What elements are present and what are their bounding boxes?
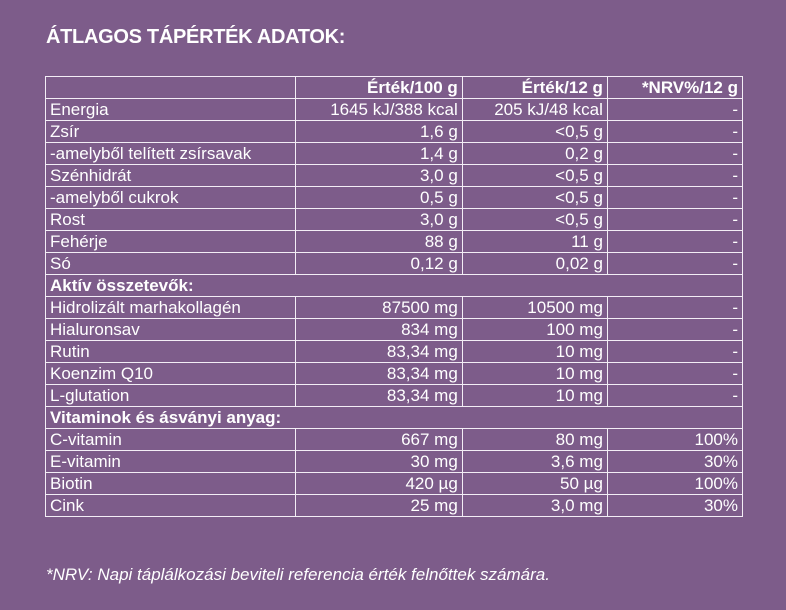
table-row — [46, 143, 743, 165]
value-per-100g: 87500 mg — [295, 297, 462, 319]
ingredient-name: Rutin — [46, 341, 296, 363]
nrv-percent: - — [607, 363, 742, 385]
table-row — [46, 253, 743, 275]
nrv-percent: - — [607, 231, 742, 253]
vitamin-name: Biotin — [46, 473, 296, 495]
value-per-12g: 10 mg — [462, 341, 607, 363]
ingredient-name: Hidrolizált marhakollagén — [46, 297, 296, 319]
table-row — [46, 363, 743, 385]
value-per-12g: <0,5 g — [462, 187, 607, 209]
nrv-percent: - — [607, 165, 742, 187]
table-row — [46, 99, 743, 121]
section-title-vitamins: Vitaminok és ásványi anyag: — [46, 407, 743, 429]
nutrient-name: Energia — [46, 99, 296, 121]
value-per-12g: 3,6 mg — [462, 451, 607, 473]
value-per-100g: 1,4 g — [295, 143, 462, 165]
table-row — [46, 473, 743, 495]
value-per-12g: <0,5 g — [462, 209, 607, 231]
nutrition-table — [45, 76, 743, 517]
nutrient-name: Rost — [46, 209, 296, 231]
value-per-100g: 30 mg — [295, 451, 462, 473]
value-per-12g: 11 g — [462, 231, 607, 253]
table-row — [46, 121, 743, 143]
header-cell-per-100g: Érték/100 g — [295, 77, 462, 99]
value-per-100g: 834 mg — [295, 319, 462, 341]
value-per-12g: 10 mg — [462, 363, 607, 385]
nutrient-name: Zsír — [46, 121, 296, 143]
nrv-percent: - — [607, 143, 742, 165]
table-row — [46, 385, 743, 407]
vitamin-name: Cink — [46, 495, 296, 517]
vitamin-name: E-vitamin — [46, 451, 296, 473]
table-row — [46, 429, 743, 451]
value-per-100g: 420 µg — [295, 473, 462, 495]
value-per-12g: 0,02 g — [462, 253, 607, 275]
value-per-100g: 83,34 mg — [295, 385, 462, 407]
value-per-12g: <0,5 g — [462, 165, 607, 187]
header-cell-name — [46, 77, 296, 99]
ingredient-name: Koenzim Q10 — [46, 363, 296, 385]
value-per-12g: 205 kJ/48 kcal — [462, 99, 607, 121]
header-cell-nrv: *NRV%/12 g — [607, 77, 742, 99]
nutrient-name: -amelyből telített zsírsavak — [46, 143, 296, 165]
value-per-100g: 83,34 mg — [295, 341, 462, 363]
ingredient-name: L-glutation — [46, 385, 296, 407]
nrv-percent: - — [607, 121, 742, 143]
value-per-12g: 3,0 mg — [462, 495, 607, 517]
nutrient-name: Szénhidrát — [46, 165, 296, 187]
value-per-100g: 3,0 g — [295, 209, 462, 231]
header-cell-per-12g: Érték/12 g — [462, 77, 607, 99]
value-per-12g: 10500 mg — [462, 297, 607, 319]
vitamin-name: C-vitamin — [46, 429, 296, 451]
nrv-percent: - — [607, 187, 742, 209]
page-title: ÁTLAGOS TÁPÉRTÉK ADATOK: — [46, 26, 346, 48]
value-per-100g: 1,6 g — [295, 121, 462, 143]
value-per-12g: 100 mg — [462, 319, 607, 341]
nrv-percent: - — [607, 99, 742, 121]
value-per-12g: <0,5 g — [462, 121, 607, 143]
value-per-12g: 50 µg — [462, 473, 607, 495]
nrv-percent: - — [607, 385, 742, 407]
section-row-vitamins — [46, 407, 743, 429]
value-per-100g: 667 mg — [295, 429, 462, 451]
value-per-12g: 10 mg — [462, 385, 607, 407]
section-row-active — [46, 275, 743, 297]
value-per-100g: 0,12 g — [295, 253, 462, 275]
nrv-percent: 30% — [607, 451, 742, 473]
value-per-100g: 3,0 g — [295, 165, 462, 187]
table-row — [46, 165, 743, 187]
nrv-percent: - — [607, 341, 742, 363]
table-row — [46, 231, 743, 253]
table-row — [46, 451, 743, 473]
nrv-percent: - — [607, 319, 742, 341]
value-per-12g: 0,2 g — [462, 143, 607, 165]
nutrient-name: -amelyből cukrok — [46, 187, 296, 209]
nrv-percent: 100% — [607, 473, 742, 495]
nrv-footnote: *NRV: Napi táplálkozási beviteli referencia érték felnőttek számára. — [46, 565, 550, 584]
table-row — [46, 495, 743, 517]
table-header-row — [46, 77, 743, 99]
value-per-100g: 0,5 g — [295, 187, 462, 209]
value-per-100g: 25 mg — [295, 495, 462, 517]
value-per-12g: 80 mg — [462, 429, 607, 451]
value-per-100g: 1645 kJ/388 kcal — [295, 99, 462, 121]
table-row — [46, 341, 743, 363]
table-row — [46, 209, 743, 231]
table-row — [46, 187, 743, 209]
section-title-active: Aktív összetevők: — [46, 275, 743, 297]
table-row — [46, 319, 743, 341]
nrv-percent: - — [607, 209, 742, 231]
value-per-100g: 88 g — [295, 231, 462, 253]
nrv-percent: - — [607, 253, 742, 275]
nutrient-name: Só — [46, 253, 296, 275]
nrv-percent: 30% — [607, 495, 742, 517]
ingredient-name: Hialuronsav — [46, 319, 296, 341]
value-per-100g: 83,34 mg — [295, 363, 462, 385]
nrv-percent: 100% — [607, 429, 742, 451]
nrv-percent: - — [607, 297, 742, 319]
nutrient-name: Fehérje — [46, 231, 296, 253]
table-row — [46, 297, 743, 319]
